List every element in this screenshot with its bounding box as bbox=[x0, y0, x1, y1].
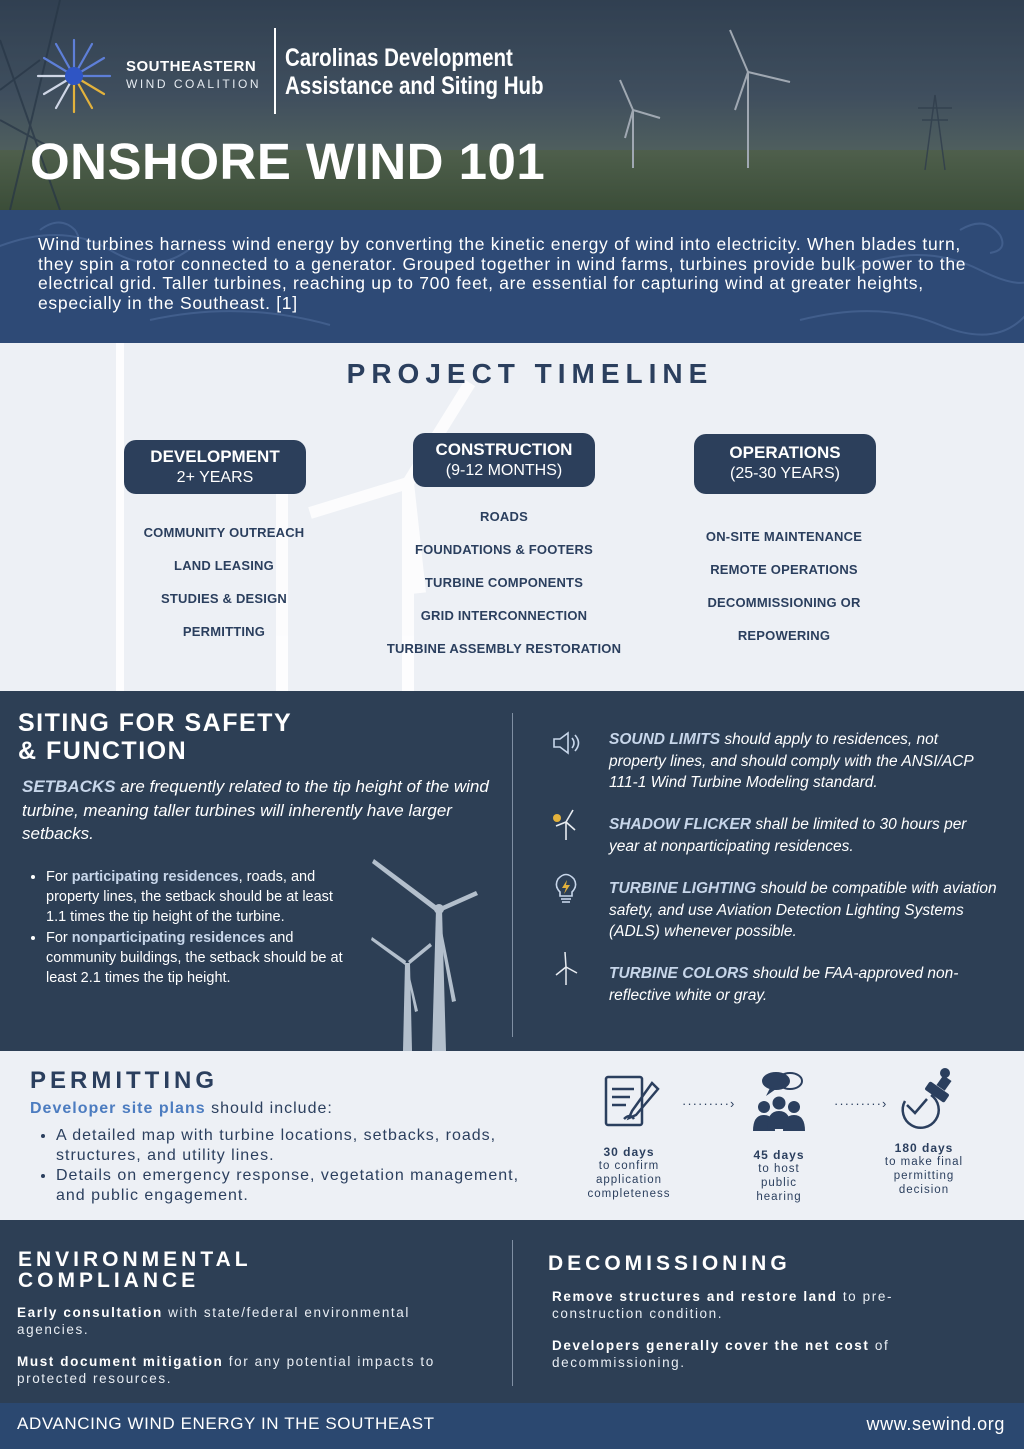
phase-title: OPERATIONS bbox=[729, 443, 841, 462]
turbine-illustration bbox=[360, 851, 500, 1051]
decommissioning-point-2 bbox=[552, 1338, 952, 1371]
footer-tagline: ADVANCING WIND ENERGY IN THE SOUTHEAST bbox=[17, 1414, 435, 1433]
phase-box bbox=[124, 440, 306, 494]
hub-title bbox=[285, 44, 572, 100]
rule-body: should be compatible with aviation safety, and use Aviation Detection Lighting Systems (ADLS) whenever possible. bbox=[609, 880, 997, 940]
step-days: 180 days bbox=[894, 1141, 954, 1155]
list-item: GRID INTERCONNECTION bbox=[420, 608, 588, 623]
phase-title: CONSTRUCTION bbox=[435, 440, 573, 459]
siting-heading bbox=[18, 709, 292, 765]
hub-title-line1: Carolinas Development bbox=[285, 44, 513, 72]
bullet-bold: nonparticipating residences bbox=[71, 929, 266, 946]
point-bold: Must document mitigation bbox=[17, 1354, 224, 1369]
permit-step-45-days bbox=[724, 1069, 834, 1204]
siting-heading-line1: SITING FOR SAFETY bbox=[18, 709, 293, 737]
list-item: STUDIES & DESIGN bbox=[161, 591, 287, 606]
footer-website-link[interactable]: www.sewind.org bbox=[866, 1414, 1005, 1434]
siting-section bbox=[0, 691, 1024, 1051]
list-item: DECOMMISSIONING OR bbox=[707, 595, 861, 610]
phase-duration: (25-30 YEARS) bbox=[730, 465, 840, 482]
people-speech-icon bbox=[744, 1069, 814, 1139]
siting-heading-line2: & FUNCTION bbox=[18, 737, 188, 765]
phase-box bbox=[413, 433, 595, 487]
footer bbox=[0, 1403, 1024, 1449]
lightbulb-icon bbox=[548, 870, 584, 906]
list-item: • Details on emergency response, vegetation management, and public engagement. bbox=[56, 1166, 536, 1206]
timeline-heading: PROJECT TIMELINE bbox=[346, 358, 714, 389]
page-title: ONSHORE WIND 101 bbox=[30, 133, 546, 190]
step-description: to confirm application completeness bbox=[587, 1160, 671, 1200]
point-rest: of decommissioning. bbox=[552, 1338, 890, 1370]
rule-text bbox=[609, 878, 999, 943]
list-item: ON-SITE MAINTENANCE bbox=[705, 529, 863, 544]
permitting-heading: PERMITTING bbox=[30, 1067, 218, 1094]
project-timeline-section bbox=[0, 343, 1024, 691]
construction-activities bbox=[364, 509, 644, 674]
list-item bbox=[46, 928, 346, 989]
rule-body: should apply to residences, not property lines, and should comply with the ANSI/ACP 111-1 Wind Turbine Modeling standard. bbox=[609, 731, 974, 791]
step-days: 30 days bbox=[603, 1145, 655, 1159]
list-item: REPOWERING bbox=[737, 628, 831, 643]
bullet-pre: For bbox=[46, 929, 72, 946]
setbacks-lead bbox=[22, 775, 492, 846]
decommissioning-heading: DECOMISSIONING bbox=[548, 1252, 791, 1275]
rule-term: SHADOW FLICKER bbox=[609, 816, 752, 833]
permitting-lead-bold: Developer site plans bbox=[30, 1100, 206, 1117]
phase-box bbox=[694, 434, 876, 494]
list-item: TURBINE COMPONENTS bbox=[424, 575, 584, 590]
list-item: REMOTE OPERATIONS bbox=[710, 562, 858, 577]
step-description: to host public hearing bbox=[756, 1163, 802, 1203]
step-days: 45 days bbox=[753, 1148, 805, 1162]
phase-duration: 2+ YEARS bbox=[176, 469, 254, 486]
header-divider bbox=[274, 28, 276, 114]
shadow-flicker-icon bbox=[548, 806, 584, 842]
development-activities bbox=[84, 525, 364, 657]
permit-step-30-days bbox=[574, 1069, 684, 1201]
list-item: LAND LEASING bbox=[174, 558, 274, 573]
intro-text: Wind turbines harness wind energy by converting the kinetic energy of wind into electricity. When blades turn, they spin a rotor connected to a generator. Grouped together in wind farms, turbines provide bulk power to the electrical grid. Taller turbines, reaching up to 700 feet, are essential for capturing wind at greater heights, especially in the Southeast. [1] bbox=[38, 234, 967, 313]
list-item: COMMUNITY OUTREACH bbox=[143, 525, 305, 540]
hero-banner bbox=[0, 0, 1024, 210]
bullet-pre: For bbox=[46, 869, 72, 885]
speaker-icon bbox=[548, 725, 584, 761]
bullet-bold: participating residences bbox=[71, 869, 239, 885]
rule-term: TURBINE LIGHTING bbox=[609, 880, 757, 897]
step-arrow: ·········› bbox=[682, 1096, 736, 1111]
phase-development bbox=[124, 440, 306, 494]
step-description: to make final permitting decision bbox=[884, 1156, 964, 1196]
document-pen-icon bbox=[594, 1069, 664, 1139]
permitting-lead-rest: should include: bbox=[205, 1100, 333, 1117]
decommissioning-point-1 bbox=[552, 1289, 952, 1322]
environmental-heading-line2: COMPLIANCE bbox=[18, 1269, 200, 1292]
list-item: ROADS bbox=[480, 509, 528, 524]
rule-body: should be FAA-approved non-reflective white or gray. bbox=[609, 965, 959, 1004]
rule-text bbox=[609, 814, 999, 857]
phase-operations bbox=[694, 434, 876, 494]
environmental-heading bbox=[18, 1249, 252, 1291]
phase-construction bbox=[413, 433, 595, 487]
list-item: TURBINE ASSEMBLY RESTORATION bbox=[386, 641, 622, 656]
step-arrow: ·········› bbox=[834, 1096, 888, 1111]
environmental-point-2 bbox=[17, 1354, 487, 1387]
list-item bbox=[46, 867, 346, 928]
rule-body: shall be limited to 30 hours per year at nonparticipating residences. bbox=[609, 816, 967, 855]
rule-term: SOUND LIMITS bbox=[609, 731, 721, 748]
phase-duration: (9-12 MONTHS) bbox=[445, 462, 563, 479]
setbacks-term: SETBACKS bbox=[22, 777, 116, 796]
stamp-check-icon bbox=[889, 1065, 959, 1135]
list-item: PERMITTING bbox=[182, 624, 266, 639]
point-rest: for any potential impacts to protected resources. bbox=[17, 1354, 435, 1386]
sunburst-logo-icon bbox=[34, 36, 114, 116]
bullet-post: , roads, and property lines, the setback should be at least 1.1 times the tip height of the turbine. bbox=[46, 869, 333, 926]
list-item: • A detailed map with turbine locations, setbacks, roads, structures, and utility lines. bbox=[56, 1126, 536, 1166]
bullet-post: and community buildings, the setback should be at least 2.1 times the tip height. bbox=[46, 929, 343, 987]
operations-activities bbox=[644, 529, 924, 661]
setback-bullets bbox=[46, 867, 346, 988]
point-bold: Remove structures and restore land bbox=[552, 1289, 838, 1304]
rule-term: TURBINE COLORS bbox=[609, 965, 749, 982]
permitting-section bbox=[0, 1051, 1024, 1220]
point-rest: to pre-construction condition. bbox=[552, 1289, 894, 1321]
point-rest: with state/federal environmental agencies. bbox=[17, 1305, 410, 1337]
intro-section bbox=[0, 210, 1024, 343]
compliance-section bbox=[0, 1220, 1024, 1403]
compliance-divider bbox=[512, 1240, 513, 1386]
permit-step-180-days bbox=[869, 1065, 979, 1197]
rule-text bbox=[609, 729, 999, 794]
hub-title-line2: Assistance and Siting Hub bbox=[285, 72, 544, 100]
rule-text bbox=[609, 963, 999, 1006]
environmental-heading-line1: ENVIRONMENTAL bbox=[18, 1248, 252, 1271]
phase-title: DEVELOPMENT bbox=[150, 447, 280, 466]
point-bold: Early consultation bbox=[17, 1305, 163, 1320]
org-subtitle: WIND COALITION bbox=[126, 77, 262, 91]
environmental-point-1 bbox=[17, 1305, 487, 1338]
setbacks-text: are frequently related to the tip height of the wind turbine, meaning taller turbines will inherently have larger setbacks. bbox=[22, 777, 489, 843]
turbine-icon bbox=[548, 949, 584, 985]
siting-divider bbox=[512, 713, 513, 1037]
list-item: FOUNDATIONS & FOOTERS bbox=[414, 542, 593, 557]
point-bold: Developers generally cover the net cost bbox=[552, 1338, 870, 1353]
permitting-lead bbox=[30, 1100, 333, 1118]
permitting-bullets bbox=[56, 1126, 536, 1206]
org-name: SOUTHEASTERN bbox=[126, 58, 257, 75]
